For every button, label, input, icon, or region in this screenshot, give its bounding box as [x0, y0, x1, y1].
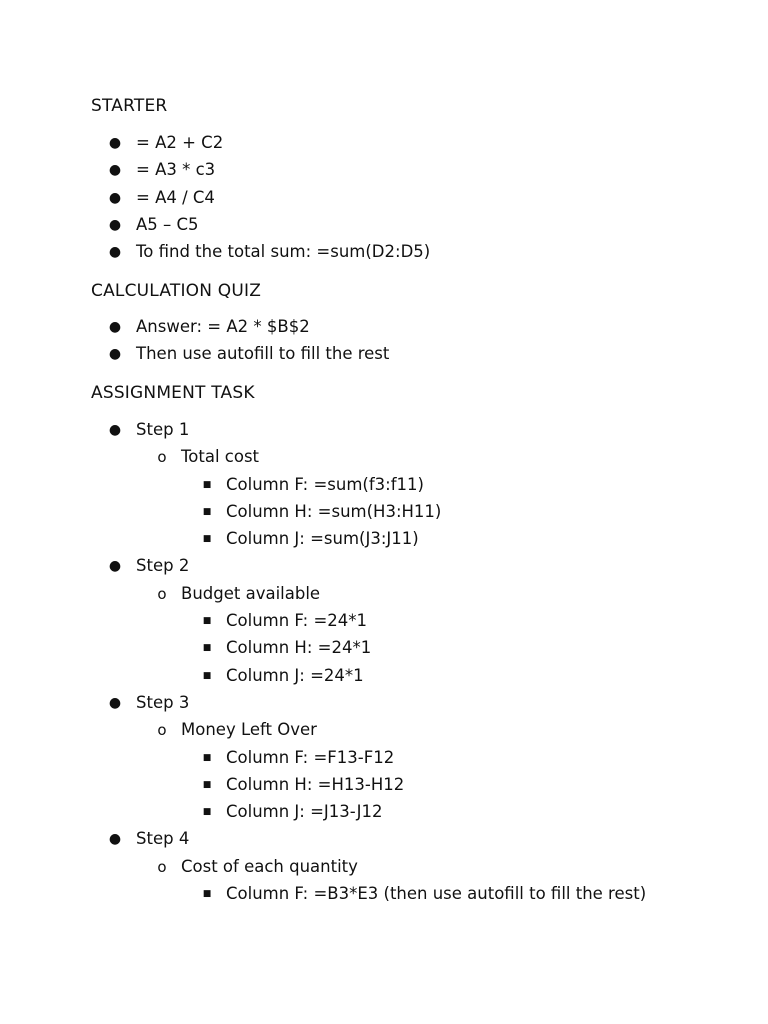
- bullet-icon: ●: [108, 135, 122, 151]
- step-item: ● Step 3: [108, 692, 190, 712]
- bullet-icon: ●: [108, 319, 122, 335]
- sub-item: o Cost of each quantity: [0, 856, 768, 883]
- bullet-icon: ●: [108, 162, 122, 179]
- bullet-icon: ●: [108, 558, 122, 575]
- bullet-icon: ●: [108, 189, 122, 206]
- assignment-heading: ASSIGNMENT TASK: [91, 383, 255, 403]
- column-item: ■ Column F: =sum(f3:f11): [0, 474, 768, 501]
- quiz-heading: CALCULATION QUIZ: [91, 281, 262, 301]
- column-item: ■ Column F: =24*1: [0, 610, 768, 637]
- bullet-icon: ●: [108, 694, 122, 711]
- column-item: ■ Column H: =H13-H12: [0, 774, 768, 801]
- step-item: ● Step 1: [108, 420, 190, 439]
- column-item: ■ Column F: =B3*E3 (then use autofill to fill the rest): [0, 883, 768, 910]
- list-item: ● A5 – C5: [108, 214, 199, 234]
- square-bullet-icon: ■: [202, 752, 212, 763]
- circle-bullet-icon: o: [157, 857, 167, 876]
- square-bullet-icon: ■: [202, 670, 212, 681]
- column-item: ■ Column H: =24*1: [0, 637, 768, 664]
- square-bullet-icon: ■: [202, 616, 212, 627]
- sub-item: o Total cost: [0, 446, 768, 473]
- bullet-icon: ●: [108, 216, 122, 233]
- list-item: ● = A2 + C2: [108, 133, 224, 152]
- square-bullet-icon: ■: [202, 643, 212, 654]
- square-bullet-icon: ■: [202, 779, 212, 790]
- bullet-icon: ●: [108, 831, 122, 848]
- list-item: ● = A3 * c3: [108, 160, 216, 180]
- column-item: ■ Column J: =24*1: [0, 665, 768, 692]
- list-item: ● Then use autofill to fill the rest: [108, 344, 390, 364]
- list-item: ● Answer: = A2 * $B$2: [108, 317, 310, 336]
- assignment-list: [0, 419, 768, 910]
- square-bullet-icon: ■: [202, 479, 212, 490]
- column-item: ■ Column H: =sum(H3:H11): [0, 501, 768, 528]
- square-bullet-icon: ■: [202, 889, 212, 900]
- circle-bullet-icon: o: [157, 448, 167, 467]
- column-item: ■ Column J: =J13-J12: [0, 801, 768, 828]
- sub-item: o Money Left Over: [0, 719, 768, 746]
- bullet-icon: ●: [108, 346, 122, 363]
- starter-heading: STARTER: [91, 96, 168, 116]
- square-bullet-icon: ■: [202, 534, 212, 545]
- column-item: ■ Column J: =sum(J3:J11): [0, 528, 768, 555]
- bullet-icon: ●: [108, 244, 122, 261]
- bullet-icon: ●: [108, 422, 122, 438]
- quiz-list: [0, 316, 768, 371]
- circle-bullet-icon: o: [157, 721, 167, 740]
- sub-item: o Budget available: [0, 583, 768, 610]
- circle-bullet-icon: o: [157, 584, 167, 603]
- column-item: ■ Column F: =F13-F12: [0, 747, 768, 774]
- step-item: ● Step 4: [108, 829, 190, 849]
- square-bullet-icon: ■: [202, 807, 212, 818]
- list-item: ● = A4 / C4: [108, 187, 215, 207]
- step-item: ● Step 2: [108, 556, 190, 576]
- starter-list: [0, 132, 768, 268]
- list-item: ● To find the total sum: =sum(D2:D5): [108, 242, 431, 262]
- square-bullet-icon: ■: [202, 506, 212, 517]
